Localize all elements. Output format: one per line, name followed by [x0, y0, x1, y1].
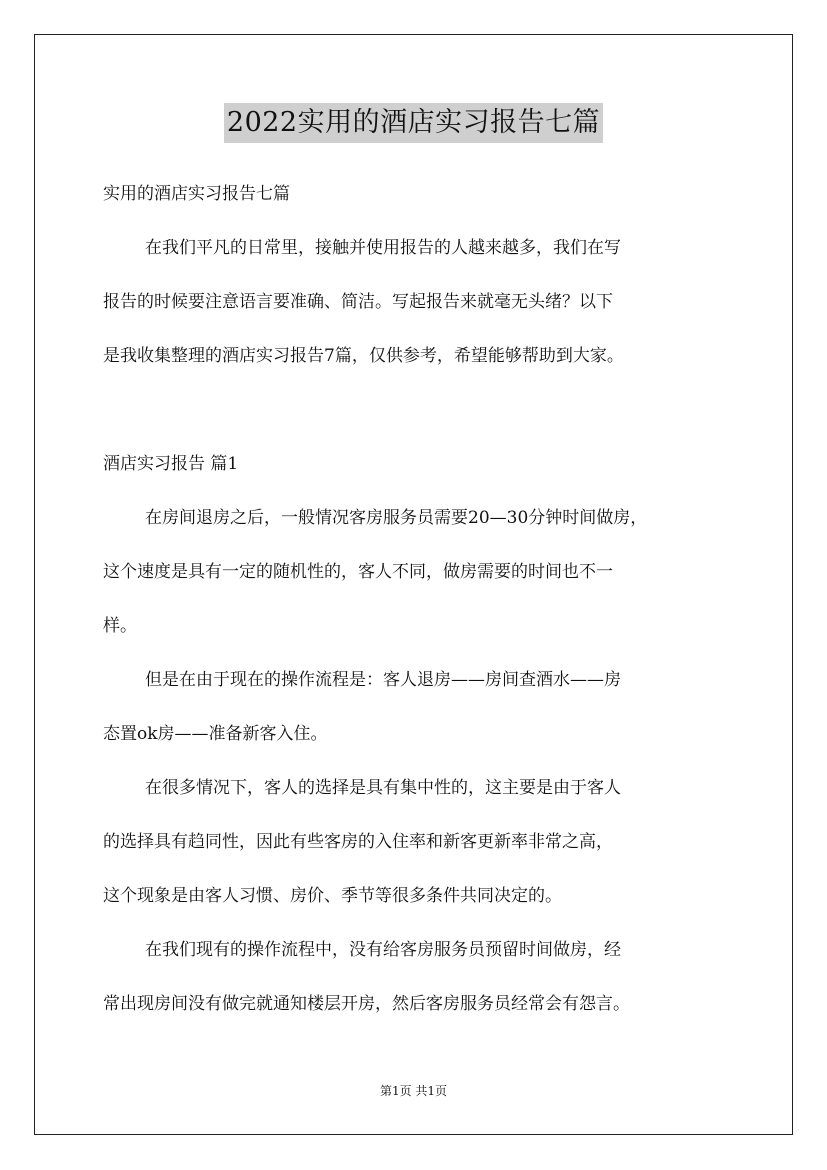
paragraph-line: 但是在由于现在的操作流程是：客人退房——房间查酒水——房	[145, 670, 621, 690]
paragraph-line: 在房间退房之后，一般情况客房服务员需要20—30分钟时间做房，	[145, 508, 648, 528]
paragraph-line: 这个现象是由客人习惯、房价、季节等很多条件共同决定的。	[103, 886, 562, 906]
title-container	[0, 103, 827, 143]
document-subtitle: 实用的酒店实习报告七篇	[103, 184, 290, 204]
paragraph-line: 在我们现有的操作流程中，没有给客房服务员预留时间做房，经	[145, 940, 621, 960]
document-title: 2022实用的酒店实习报告七篇	[224, 103, 603, 143]
intro-line: 报告的时候要注意语言要准确、简洁。写起报告来就毫无头绪？以下	[103, 292, 613, 312]
intro-line: 是我收集整理的酒店实习报告7篇，仅供参考，希望能够帮助到大家。	[103, 346, 624, 366]
paragraph-line: 这个速度是具有一定的随机性的，客人不同，做房需要的时间也不一	[103, 562, 613, 582]
page-footer: 第1页 共1页	[379, 1084, 448, 1098]
section-heading: 酒店实习报告 篇1	[103, 454, 239, 474]
intro-line: 在我们平凡的日常里，接触并使用报告的人越来越多，我们在写	[145, 238, 621, 258]
paragraph-line: 在很多情况下，客人的选择是具有集中性的，这主要是由于客人	[145, 778, 621, 798]
paragraph-line: 的选择具有趋同性，因此有些客房的入住率和新客更新率非常之高，	[103, 832, 613, 852]
paragraph-line: 态置ok房——准备新客入住。	[103, 724, 328, 744]
paragraph-line: 常出现房间没有做完就通知楼层开房，然后客房服务员经常会有怨言。	[103, 994, 630, 1014]
paragraph-line: 样。	[103, 616, 137, 636]
